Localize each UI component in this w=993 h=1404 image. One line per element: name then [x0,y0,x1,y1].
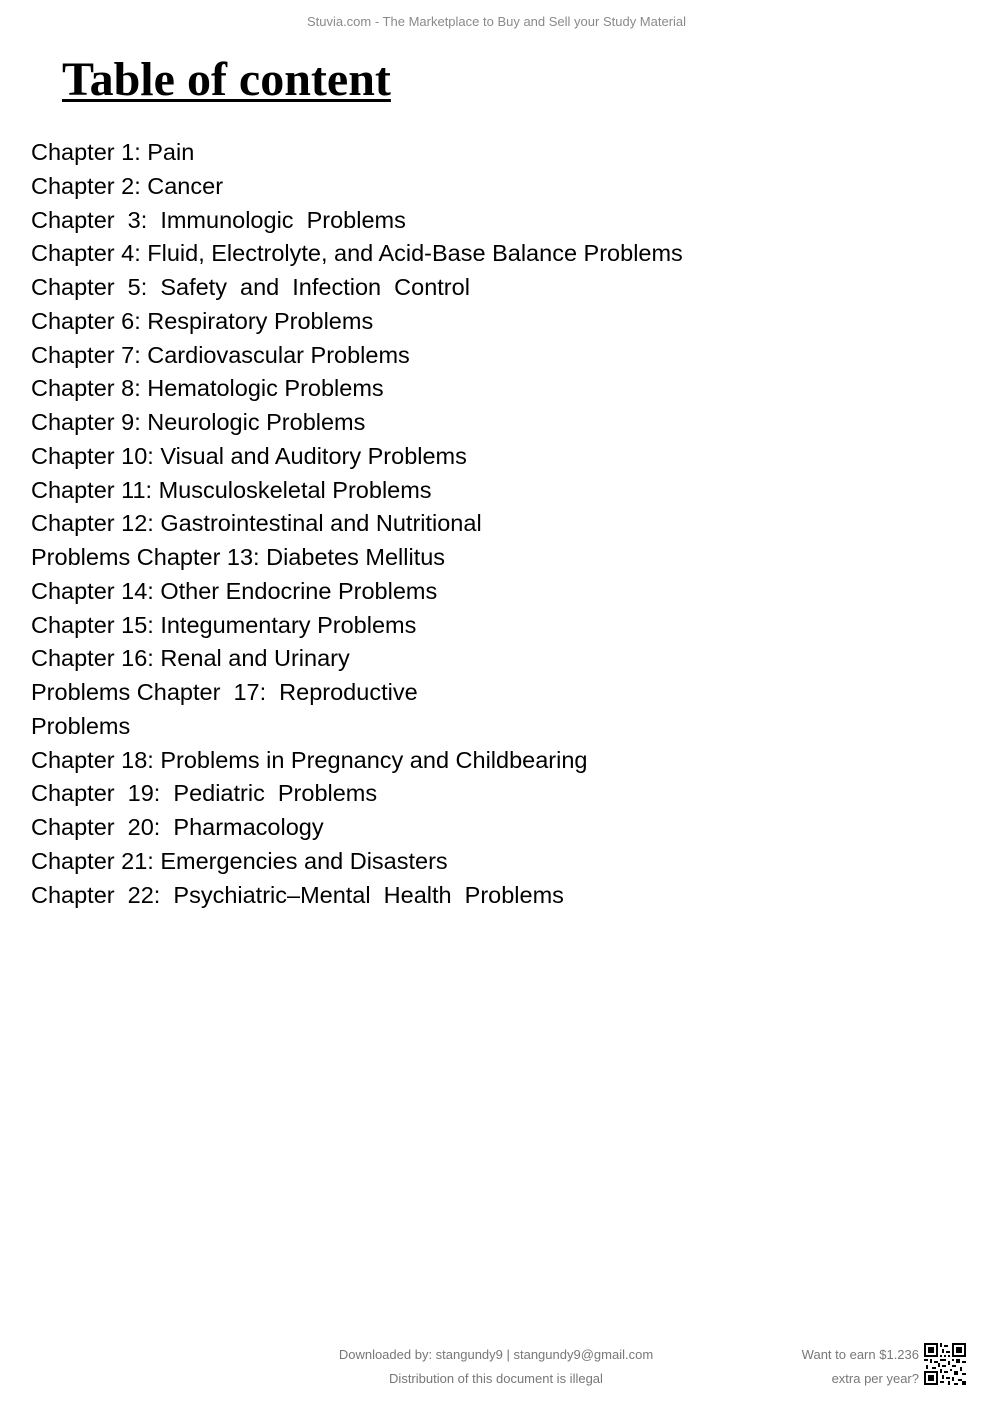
toc-line: Chapter 10: Visual and Auditory Problems [31,442,467,469]
toc-line: Chapter 6: Respiratory Problems [31,307,374,334]
toc-line: Chapter 21: Emergencies and Disasters [31,847,448,874]
table-of-contents [31,136,751,912]
toc-line: Chapter 14: Other Endocrine Problems [31,577,438,604]
site-banner: Stuvia.com - The Marketplace to Buy and Sell your Study Material [306,14,687,29]
toc-line: Problems Chapter 17: Reproductive [31,679,418,705]
toc-line: Chapter 19: Pediatric Problems [31,780,378,807]
distribution-notice: Distribution of this document is illegal [389,1371,603,1386]
toc-line: Chapter 3: Immunologic Problems [31,206,406,233]
toc-line: Chapter 15: Integumentary Problems [31,611,417,638]
downloaded-by-text: Downloaded by: stangundy9 | stangundy9@gmail.com [338,1347,654,1362]
toc-line: Chapter 2: Cancer [31,172,224,199]
qr-code-icon[interactable] [924,1343,966,1385]
earn-promo-line-2[interactable]: extra per year? [831,1371,919,1386]
toc-line: Chapter 7: Cardiovascular Problems [31,341,410,368]
toc-line: Chapter 20: Pharmacology [31,814,324,840]
toc-line: Chapter 18: Problems in Pregnancy and Childbearing [31,746,588,773]
toc-line: Chapter 12: Gastrointestinal and Nutritional [31,510,482,537]
toc-line: Chapter 16: Renal and Urinary [31,645,350,672]
toc-line: Chapter 9: Neurologic Problems [31,409,366,435]
earn-promo-line-1[interactable]: Want to earn $1.236 [801,1347,919,1362]
toc-line: Chapter 1: Pain [31,139,195,165]
toc-line: Chapter 11: Musculoskeletal Problems [31,476,432,503]
toc-line: Chapter 22: Psychiatric–Mental Health Problems [31,881,564,908]
page-title: Table of content [62,53,391,106]
toc-line: Chapter 8: Hematologic Problems [31,375,384,402]
toc-line: Chapter 4: Fluid, Electrolyte, and Acid-Base Balance Problems [31,240,683,267]
toc-line: Problems [31,712,131,739]
toc-line: Chapter 5: Safety and Infection Control [31,274,470,300]
toc-line: Problems Chapter 13: Diabetes Mellitus [31,544,446,570]
